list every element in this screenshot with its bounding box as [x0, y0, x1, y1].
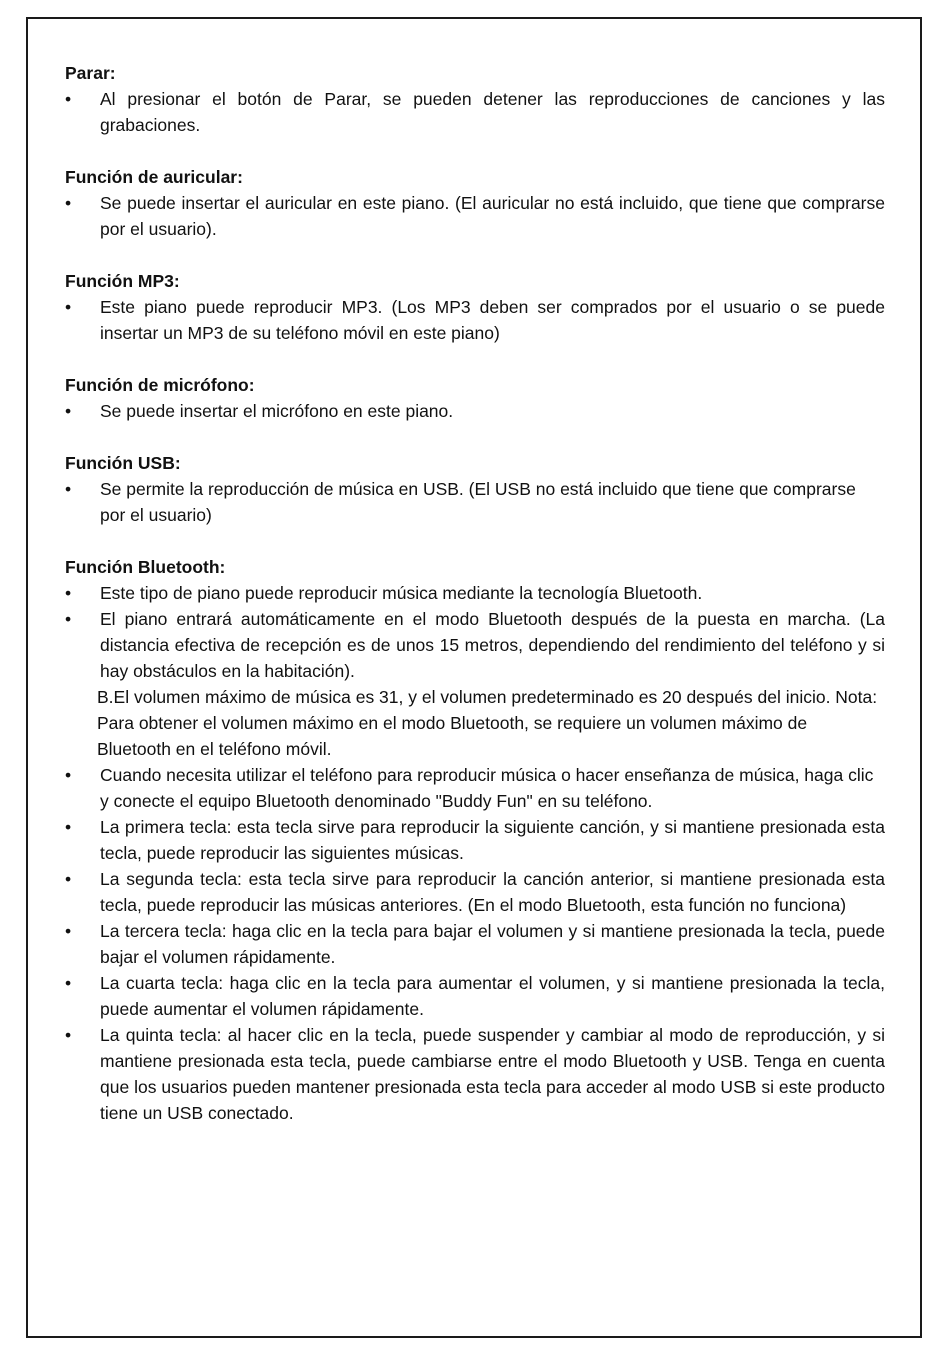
- list-item: [65, 606, 885, 684]
- bullet-list: [65, 476, 885, 528]
- list-item-text: Este tipo de piano puede reproducir música mediante la tecnología Bluetooth.: [100, 583, 703, 603]
- bullet-icon: •: [65, 583, 72, 603]
- section-heading: Función MP3:: [65, 271, 180, 291]
- bullet-icon: •: [65, 817, 72, 837]
- bullet-list: [65, 294, 885, 346]
- list-item: [65, 580, 885, 606]
- bullet-icon: •: [65, 297, 72, 317]
- bullet-list: [65, 398, 885, 424]
- bullet-icon: •: [65, 869, 72, 889]
- section-heading: Función Bluetooth:: [65, 557, 226, 577]
- list-item-text: La segunda tecla: esta tecla sirve para reproducir la canción anterior, si mantiene presionada esta tecla, puede reproducir las músicas anteriores. (En el modo Bluetooth, esta función no funciona): [100, 869, 885, 915]
- bullet-icon: •: [65, 973, 72, 993]
- section-mp3: [65, 268, 885, 346]
- list-item-text: Este piano puede reproducir MP3. (Los MP3 deben ser comprados por el usuario o se puede insertar un MP3 de su teléfono móvil en este piano): [100, 297, 885, 343]
- bullet-icon: •: [65, 479, 72, 499]
- list-item-text: La tercera tecla: haga clic en la tecla para bajar el volumen y si mantiene presionada la tecla, puede bajar el volumen rápidamente.: [100, 921, 885, 967]
- list-item-text: Al presionar el botón de Parar, se pueden detener las reproducciones de canciones y las grabaciones.: [100, 89, 885, 135]
- list-item-text: La primera tecla: esta tecla sirve para reproducir la siguiente canción, y si mantiene presionada esta tecla, puede reproducir las siguientes músicas.: [100, 817, 885, 863]
- section-heading: Función de auricular:: [65, 167, 243, 187]
- list-item-text: Se permite la reproducción de música en USB. (El USB no está incluido que tiene que comprarse por el usuario): [100, 479, 856, 525]
- list-item: [65, 970, 885, 1022]
- list-item-text: La quinta tecla: al hacer clic en la tecla, puede suspender y cambiar al modo de reproducción, y si mantiene presionada esta tecla, puede cambiarse entre el modo Bluetooth y USB. Tenga en cuenta que los usuarios pueden mantener presionada esta tecla para acceder al modo USB si este producto tiene un USB conectado.: [100, 1025, 885, 1123]
- bullet-icon: •: [65, 765, 72, 785]
- list-item: [65, 86, 885, 138]
- section-heading: Función USB:: [65, 453, 181, 473]
- list-item: [65, 1022, 885, 1126]
- section-microfono: [65, 372, 885, 424]
- section-auricular: [65, 164, 885, 242]
- section-usb: [65, 450, 885, 528]
- bullet-list: [65, 580, 885, 1126]
- bullet-icon: •: [65, 193, 72, 213]
- list-item-text: Cuando necesita utilizar el teléfono para reproducir música o hacer enseñanza de música, haga clic y conecte el equipo Bluetooth denominado "Buddy Fun" en su teléfono.: [100, 765, 874, 811]
- section-heading: Función de micrófono:: [65, 375, 255, 395]
- bullet-list: [65, 86, 885, 138]
- section-parar: [65, 60, 885, 138]
- list-item: [65, 918, 885, 970]
- bullet-icon: •: [65, 921, 72, 941]
- list-item: [65, 476, 885, 528]
- list-item: [65, 762, 885, 814]
- section-heading: Parar:: [65, 63, 116, 83]
- list-item-text: El piano entrará automáticamente en el modo Bluetooth después de la puesta en marcha. (La distancia efectiva de recepción es de unos 15 metros, dependiendo del rendimiento del teléfono y si hay obstáculos en la habitación).: [100, 609, 885, 681]
- section-bluetooth: [65, 554, 885, 1126]
- list-item-text: Se puede insertar el auricular en este piano. (El auricular no está incluido, que tiene que comprarse por el usuario).: [100, 193, 885, 239]
- document-body: [65, 60, 885, 1152]
- volume-note: [65, 684, 885, 762]
- list-item-text: Se puede insertar el micrófono en este piano.: [100, 401, 454, 421]
- list-item: [65, 814, 885, 866]
- bullet-icon: •: [65, 609, 72, 629]
- bullet-icon: •: [65, 89, 72, 109]
- list-item-text: La cuarta tecla: haga clic en la tecla para aumentar el volumen, y si mantiene presionada la tecla, puede aumentar el volumen rápidamente.: [100, 973, 885, 1019]
- list-item: [65, 398, 885, 424]
- list-item: [65, 866, 885, 918]
- volume-note-text: B.El volumen máximo de música es 31, y el volumen predeterminado es 20 después del inicio. Nota: Para obtener el volumen máximo en el modo Bluetooth, se requiere un volumen máximo de Bluetooth en el teléfono móvil.: [97, 687, 878, 759]
- bullet-list: [65, 190, 885, 242]
- bullet-icon: •: [65, 401, 72, 421]
- list-item: [65, 190, 885, 242]
- bullet-icon: •: [65, 1025, 72, 1045]
- list-item: [65, 294, 885, 346]
